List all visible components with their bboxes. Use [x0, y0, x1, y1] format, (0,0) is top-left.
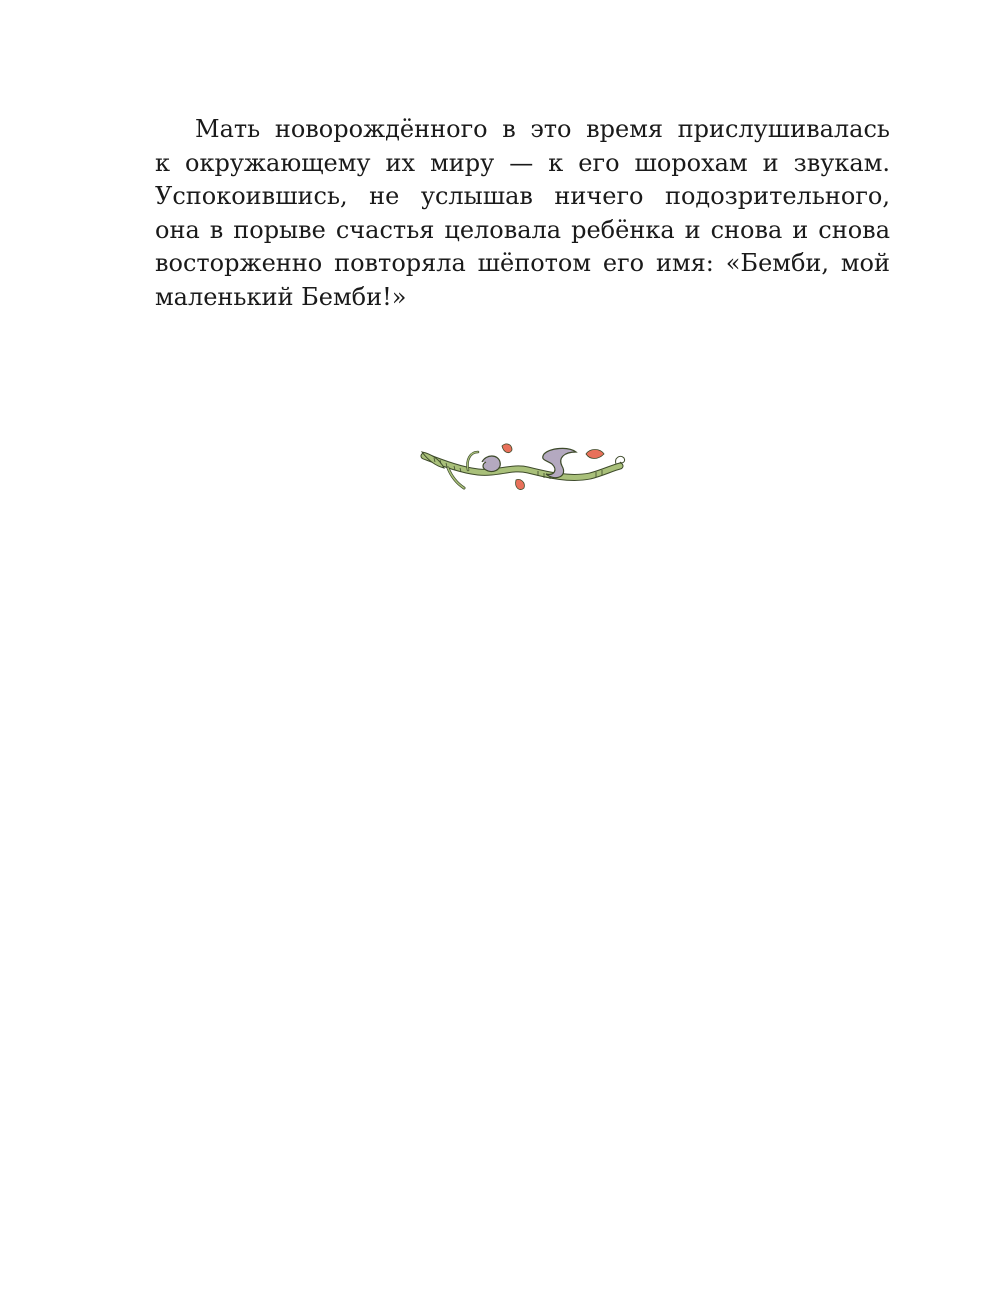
- paragraph-line: маленький Бемби!»: [155, 282, 407, 311]
- paragraph-line: она в порыве счастья целовала ребёнка и снова и снова: [155, 215, 890, 244]
- paragraph: [155, 113, 890, 314]
- paragraph-line: к окружающему их миру — к его шорохам и звукам.: [155, 148, 890, 177]
- floral-vine-ornament-icon: [420, 440, 632, 498]
- paragraph-line: Мать новорождённого в это время прислушивалась: [195, 115, 890, 143]
- paragraph-line: Успокоившись, не услышав ничего подозрительного,: [155, 182, 890, 210]
- paragraph-line: восторженно повторяла шёпотом его имя: «Бемби, мой: [155, 249, 890, 277]
